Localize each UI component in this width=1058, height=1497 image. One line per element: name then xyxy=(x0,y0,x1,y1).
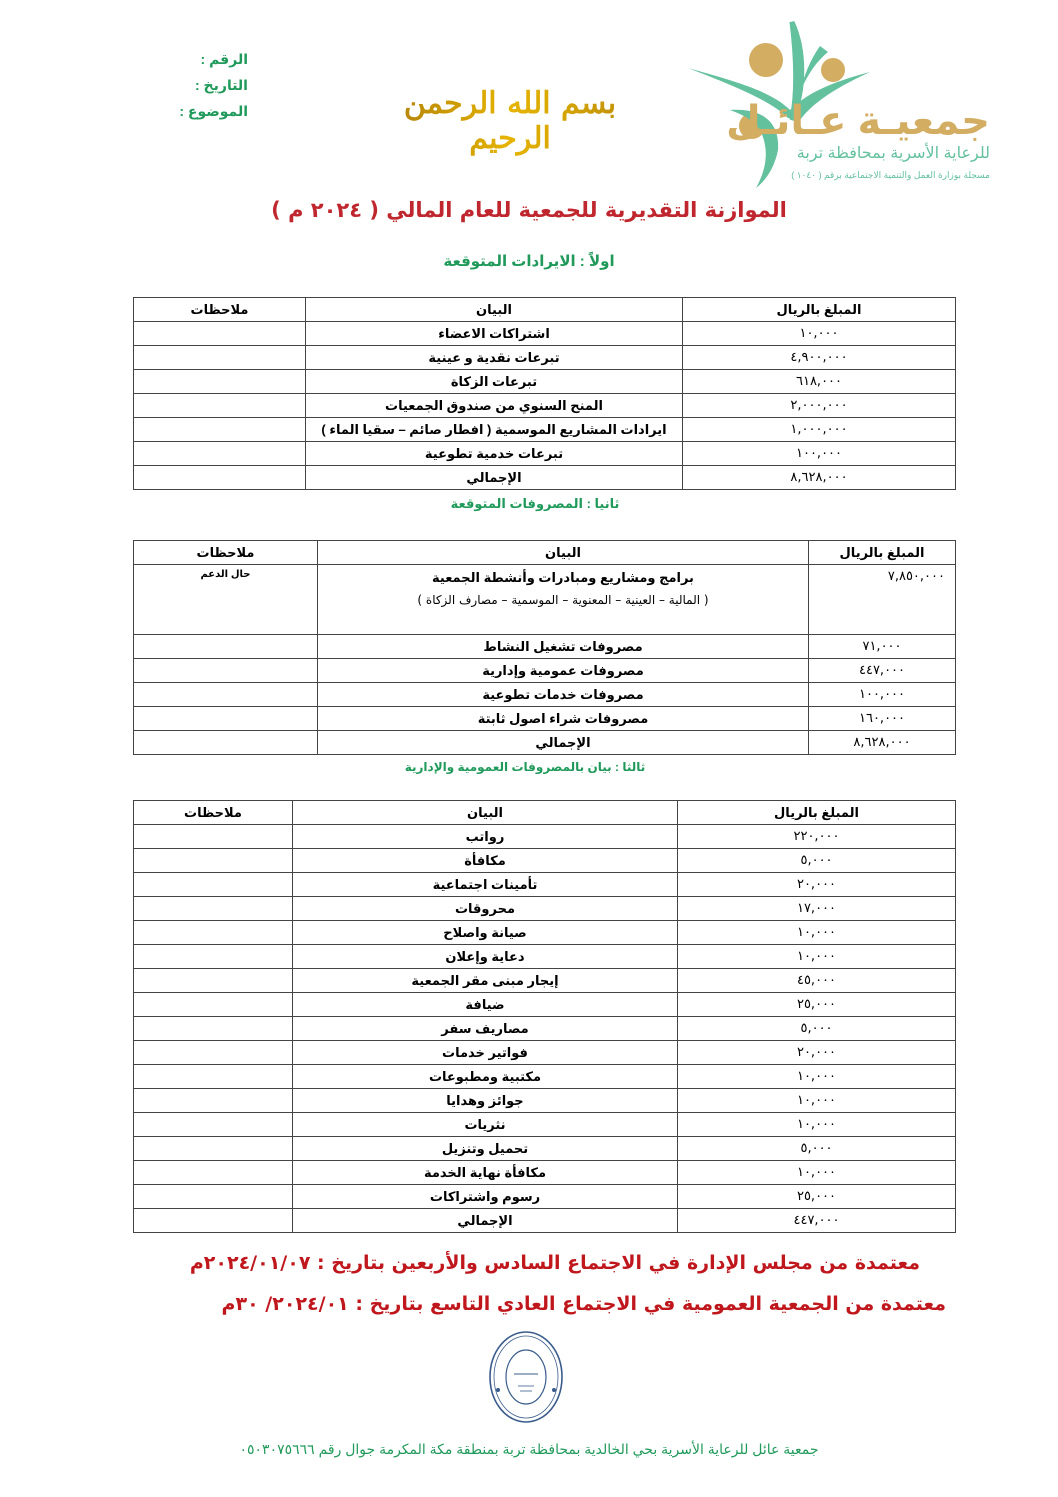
revenues-rows xyxy=(134,322,956,490)
notes-cell xyxy=(134,659,318,683)
description-cell: نثريات xyxy=(293,1113,678,1137)
description-cell: فواتير خدمات xyxy=(293,1041,678,1065)
description-cell: تبرعات الزكاة xyxy=(306,370,683,394)
description-cell: مكافأة xyxy=(293,849,678,873)
notes-cell xyxy=(134,1209,293,1233)
table-row xyxy=(134,418,956,442)
amount-cell: ٤٤٧,٠٠٠ xyxy=(678,1209,956,1233)
description-cell: جوائز وهدايا xyxy=(293,1089,678,1113)
amount-cell: ١٧,٠٠٠ xyxy=(678,897,956,921)
amount-cell: ٢٠,٠٠٠ xyxy=(678,1041,956,1065)
expenses-table xyxy=(133,540,956,755)
description-cell: رسوم واشتراكات xyxy=(293,1185,678,1209)
amount-cell: ١٠,٠٠٠ xyxy=(678,1065,956,1089)
table-row xyxy=(134,1161,956,1185)
table-row xyxy=(134,1065,956,1089)
revenues-table xyxy=(133,297,956,490)
description-cell: تبرعات خدمية تطوعية xyxy=(306,442,683,466)
table-row xyxy=(134,442,956,466)
amount-cell: ٤٥,٠٠٠ xyxy=(678,969,956,993)
page-title: الموازنة التقديرية للجمعية للعام المالي ( ٢٠٢٤ م ) xyxy=(271,198,787,222)
description-header: البيان xyxy=(293,801,678,825)
description-cell: إيجار مبنى مقر الجمعية xyxy=(293,969,678,993)
description-cell: مصروفات شراء اصول ثابتة xyxy=(318,707,809,731)
description-cell: صيانة واصلاح xyxy=(293,921,678,945)
date-label: التاريخ : xyxy=(195,77,248,93)
table-row xyxy=(134,1017,956,1041)
description-cell: تأمينات اجتماعية xyxy=(293,873,678,897)
notes-header: ملاحظات xyxy=(134,541,318,565)
amount-cell: ٨,٦٢٨,٠٠٠ xyxy=(809,731,956,755)
logo-subtitle: للرعاية الأسرية بمحافظة تربة xyxy=(796,145,990,162)
table-row xyxy=(134,825,956,849)
description-subline: ( المالية – العينية – المعنوية – الموسمية – مصارف الزكاة ) xyxy=(417,593,709,607)
amount-cell: ٢٠,٠٠٠ xyxy=(678,873,956,897)
amount-cell: ١٠,٠٠٠ xyxy=(683,322,956,346)
description-cell: الإجمالي xyxy=(306,466,683,490)
table-row xyxy=(134,707,956,731)
amount-cell: ١٠,٠٠٠ xyxy=(678,945,956,969)
notes-cell xyxy=(134,1041,293,1065)
description-cell: ضيافة xyxy=(293,993,678,1017)
description-cell: اشتراكات الاعضاء xyxy=(306,322,683,346)
description-cell: رواتب xyxy=(293,825,678,849)
description-cell: الإجمالي xyxy=(318,731,809,755)
document-meta xyxy=(179,46,248,124)
notes-cell xyxy=(134,731,318,755)
amount-cell: ٥,٠٠٠ xyxy=(678,849,956,873)
description-cell: دعاية وإعلان xyxy=(293,945,678,969)
notes-cell xyxy=(134,683,318,707)
notes-cell xyxy=(134,466,306,490)
logo-registration: مسجلة بوزارة العمل والتنمية الاجتماعية برقم ( ١٠٤٠ ) xyxy=(791,170,990,180)
amount-cell: ٧,٨٥٠,٠٠٠ xyxy=(809,565,956,635)
amount-cell: ١٠,٠٠٠ xyxy=(678,1113,956,1137)
amount-cell: ٥,٠٠٠ xyxy=(678,1137,956,1161)
board-approval-text: معتمدة من مجلس الإدارة في الاجتماع السادس والأربعين بتاريخ : ٢٠٢٤/٠١/٠٧م xyxy=(189,1252,920,1274)
description-header: البيان xyxy=(318,541,809,565)
amount-cell: ٢٥,٠٠٠ xyxy=(678,993,956,1017)
notes-cell xyxy=(134,707,318,731)
notes-cell xyxy=(134,346,306,370)
table-row xyxy=(134,945,956,969)
notes-header: ملاحظات xyxy=(134,298,306,322)
table-row xyxy=(134,849,956,873)
logo-name: جمعيـة عـائـل xyxy=(725,99,990,143)
notes-cell xyxy=(134,1113,293,1137)
notes-cell xyxy=(134,1089,293,1113)
table-row xyxy=(134,683,956,707)
description-cell: ايرادات المشاريع الموسمية ( افطار صائم – سقيا الماء ) xyxy=(306,418,683,442)
notes-cell xyxy=(134,849,293,873)
notes-cell xyxy=(134,921,293,945)
description-cell: مصروفات تشغيل النشاط xyxy=(318,635,809,659)
amount-cell: ٤٤٧,٠٠٠ xyxy=(809,659,956,683)
amount-cell: ٢٥,٠٠٠ xyxy=(678,1185,956,1209)
description-cell: مصروفات خدمات تطوعية xyxy=(318,683,809,707)
table-row xyxy=(134,635,956,659)
amount-cell: ١٠,٠٠٠ xyxy=(678,921,956,945)
amount-cell: ٤,٩٠٠,٠٠٠ xyxy=(683,346,956,370)
table-header-row xyxy=(134,541,956,565)
amount-cell: ١,٠٠٠,٠٠٠ xyxy=(683,418,956,442)
notes-cell xyxy=(134,1017,293,1041)
table-total-row xyxy=(134,1209,956,1233)
amount-cell: ١٠,٠٠٠ xyxy=(678,1161,956,1185)
subject-label: الموضوع : xyxy=(179,103,248,119)
table-row xyxy=(134,659,956,683)
notes-cell xyxy=(134,635,318,659)
notes-cell xyxy=(134,969,293,993)
organization-logo xyxy=(660,10,1030,190)
description-cell: الإجمالي xyxy=(293,1209,678,1233)
notes-cell xyxy=(134,1065,293,1089)
amount-cell: ١٠,٠٠٠ xyxy=(678,1089,956,1113)
description-line: برامج ومشاريع ومبادرات وأنشطة الجمعية xyxy=(432,570,694,585)
notes-cell xyxy=(134,442,306,466)
expenses-section-title: ثانيا : المصروفات المتوقعة xyxy=(450,496,620,511)
description-cell: مكتبية ومطبوعات xyxy=(293,1065,678,1089)
table-row xyxy=(134,346,956,370)
notes-cell xyxy=(134,993,293,1017)
stamp-seal-icon xyxy=(488,1330,564,1424)
amount-header: المبلغ بالريال xyxy=(809,541,956,565)
table-row xyxy=(134,897,956,921)
table-row xyxy=(134,565,956,635)
notes-cell xyxy=(134,825,293,849)
table-header-row xyxy=(134,801,956,825)
table-row xyxy=(134,370,956,394)
description-cell: مصروفات عمومية وإدارية xyxy=(318,659,809,683)
basmala: بسم الله الرحمن الرحيم xyxy=(370,86,650,156)
admin-expenses-table xyxy=(133,800,956,1233)
amount-cell: ٥,٠٠٠ xyxy=(678,1017,956,1041)
table-row xyxy=(134,1041,956,1065)
table-header-row xyxy=(134,298,956,322)
notes-cell xyxy=(134,1185,293,1209)
notes-cell xyxy=(134,873,293,897)
admin-expenses-section-title: ثالثا : بيان بالمصروفات العمومية والإدارية xyxy=(404,760,646,774)
footer-address: جمعية عائل للرعاية الأسرية بحي الخالدية بمحافظة تربة بمنطقة مكة المكرمة جوال رقم ٠٥٠٣٠٧٥٦٦٦ xyxy=(239,1441,819,1457)
amount-cell: ٢,٠٠٠,٠٠٠ xyxy=(683,394,956,418)
amount-cell: ٧١,٠٠٠ xyxy=(809,635,956,659)
description-cell: مصاريف سفر xyxy=(293,1017,678,1041)
notes-cell xyxy=(134,418,306,442)
description-cell: محروقات xyxy=(293,897,678,921)
table-total-row xyxy=(134,466,956,490)
general-assembly-approval-text: معتمدة من الجمعية العمومية في الاجتماع العادي التاسع بتاريخ : ٢٠٢٤/٠١/ ٣٠م xyxy=(221,1293,946,1315)
description-cell: مكافأة نهاية الخدمة xyxy=(293,1161,678,1185)
table-total-row xyxy=(134,731,956,755)
table-row xyxy=(134,394,956,418)
description-cell xyxy=(318,565,809,635)
expenses-rows xyxy=(134,635,956,755)
reference-number-label: الرقم : xyxy=(200,51,248,67)
amount-header: المبلغ بالريال xyxy=(678,801,956,825)
notes-cell xyxy=(134,322,306,346)
table-row xyxy=(134,1137,956,1161)
notes-cell xyxy=(134,945,293,969)
table-row xyxy=(134,1113,956,1137)
table-row xyxy=(134,1089,956,1113)
table-row xyxy=(134,1185,956,1209)
notes-cell xyxy=(134,394,306,418)
revenues-section-title: اولاً : الايرادات المتوقعة xyxy=(443,253,615,270)
table-row xyxy=(134,322,956,346)
table-row xyxy=(134,993,956,1017)
description-cell: تبرعات نقدية و عينية xyxy=(306,346,683,370)
table-row xyxy=(134,921,956,945)
notes-cell xyxy=(134,370,306,394)
table-row xyxy=(134,969,956,993)
description-cell: تحميل وتنزيل xyxy=(293,1137,678,1161)
amount-header: المبلغ بالريال xyxy=(683,298,956,322)
amount-cell: ١٦٠,٠٠٠ xyxy=(809,707,956,731)
notes-cell xyxy=(134,897,293,921)
description-cell: المنح السنوي من صندوق الجمعيات xyxy=(306,394,683,418)
description-header: البيان xyxy=(306,298,683,322)
notes-header: ملاحظات xyxy=(134,801,293,825)
official-stamp xyxy=(488,1330,564,1424)
amount-cell: ٢٢٠,٠٠٠ xyxy=(678,825,956,849)
amount-cell: ٨,٦٢٨,٠٠٠ xyxy=(683,466,956,490)
amount-cell: ١٠٠,٠٠٠ xyxy=(683,442,956,466)
table-row xyxy=(134,873,956,897)
amount-cell: ١٠٠,٠٠٠ xyxy=(809,683,956,707)
notes-cell xyxy=(134,1137,293,1161)
amount-cell: ٦١٨,٠٠٠ xyxy=(683,370,956,394)
admin-expenses-rows xyxy=(134,825,956,1233)
notes-cell: حال الدعم xyxy=(134,565,318,635)
notes-cell xyxy=(134,1161,293,1185)
